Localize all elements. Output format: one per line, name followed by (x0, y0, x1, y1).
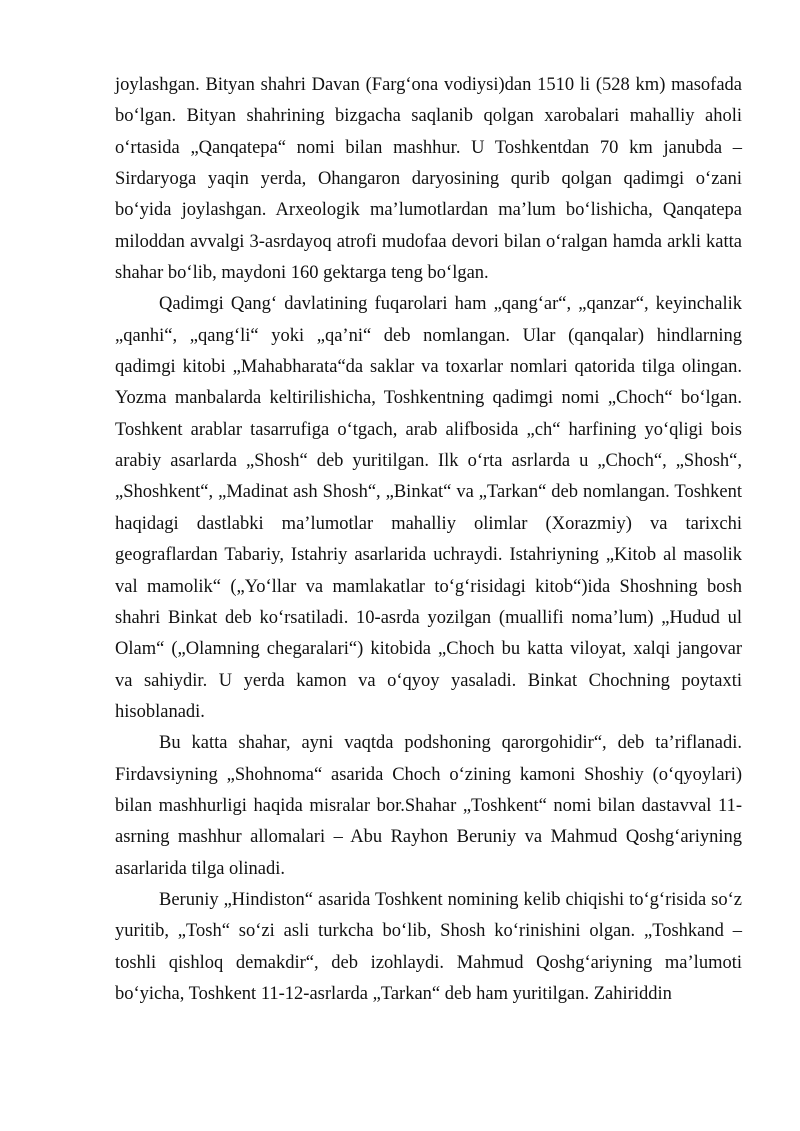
paragraph-3: Bu katta shahar, ayni vaqtda podshoning qarorgohidir“, deb ta’riflanadi. Firdavsiyning „Shohnoma“ asarida Choch o‘zining kamoni Shoshiy (o‘qyoylari) bilan mashhurligi haqida misralar bor.Shahar „Toshkent“ nomi bilan dastavval 11-asrning mashhur allomalari – Abu Rayhon Beruniy va Mahmud Qoshg‘ariyning asarlarida tilga olinadi. (115, 733, 742, 879)
document-body (115, 70, 742, 1010)
paragraph-1: joylashgan. Bityan shahri Davan (Farg‘ona vodiysi)dan 1510 li (528 km) masofada bo‘lgan. Bityan shahrining bizgacha saqlanib qolgan xarobalari mahalliy aholi o‘rtasida „Qanqatepa“ nomi bilan mashhur. U Toshkentdan 70 km janubda – Sirdaryoga yaqin yerda, Ohangaron daryosining qurib qolgan qadimgi o‘zani bo‘yida joylashgan. Arxeologik ma’lumotlardan ma’lum bo‘lishicha, Qanqatepa miloddan avvalgi 3-asrdayoq atrofi mudofaa devori bilan o‘ralgan hamda arkli katta shahar bo‘lib, maydoni 160 gektarga teng bo‘lgan. (115, 75, 742, 284)
paragraph-2: Qadimgi Qang‘ davlatining fuqarolari ham „qang‘ar“, „qanzar“, keyinchalik „qanhi“, „qang‘li“ yoki „qa’ni“ deb nomlangan. Ular (qanqalar) hindlarning qadimgi kitobi „Mahabharata“da saklar va toxarlar nomlari qatorida tilga olingan. Yozma manbalarda keltirilishicha, Toshkentning qadimgi nomi „Choch“ bo‘lgan. Toshkent arablar tasarrufiga o‘tgach, arab alifbosida „ch“ harfining yo‘qligi bois arabiy asarlarda „Shosh“ deb yuritilgan. Ilk o‘rta asrlarda u „Choch“, „Shosh“, „Shoshkent“, „Madinat ash Shosh“, „Binkat“ va „Tarkan“ deb nomlangan. Toshkent haqidagi dastlabki ma’lumotlar mahalliy olimlar (Xorazmiy) va tarixchi geograflardan Tabariy, Istahriy asarlarida uchraydi. Istahriyning „Kitob al masolik val mamolik“ („Yo‘llar va mamlakatlar to‘g‘risidagi kitob“)ida Shoshning bosh shahri Binkat deb ko‘rsatiladi. 10-asrda yozilgan (muallifi noma’lum) „Hudud ul Olam“ („Olamning chegaralari“) kitobida „Choch bu katta viloyat, xalqi jangovar va sahiydir. U yerda kamon va o‘qyoy yasaladi. Binkat Chochning poytaxti hisoblanadi. (115, 294, 742, 722)
paragraph-4: Beruniy „Hindiston“ asarida Toshkent nomining kelib chiqishi to‘g‘risida so‘z yuritib, „Tosh“ so‘zi asli turkcha bo‘lib, Shosh ko‘rinishini olgan. „Toshkand – toshli qishloq demakdir“, deb izohlaydi. Mahmud Qoshg‘ariyning ma’lumoti bo‘yicha, Toshkent 11-12-asrlarda „Tarkan“ deb ham yuritilgan. Zahiriddin (115, 889, 742, 1004)
